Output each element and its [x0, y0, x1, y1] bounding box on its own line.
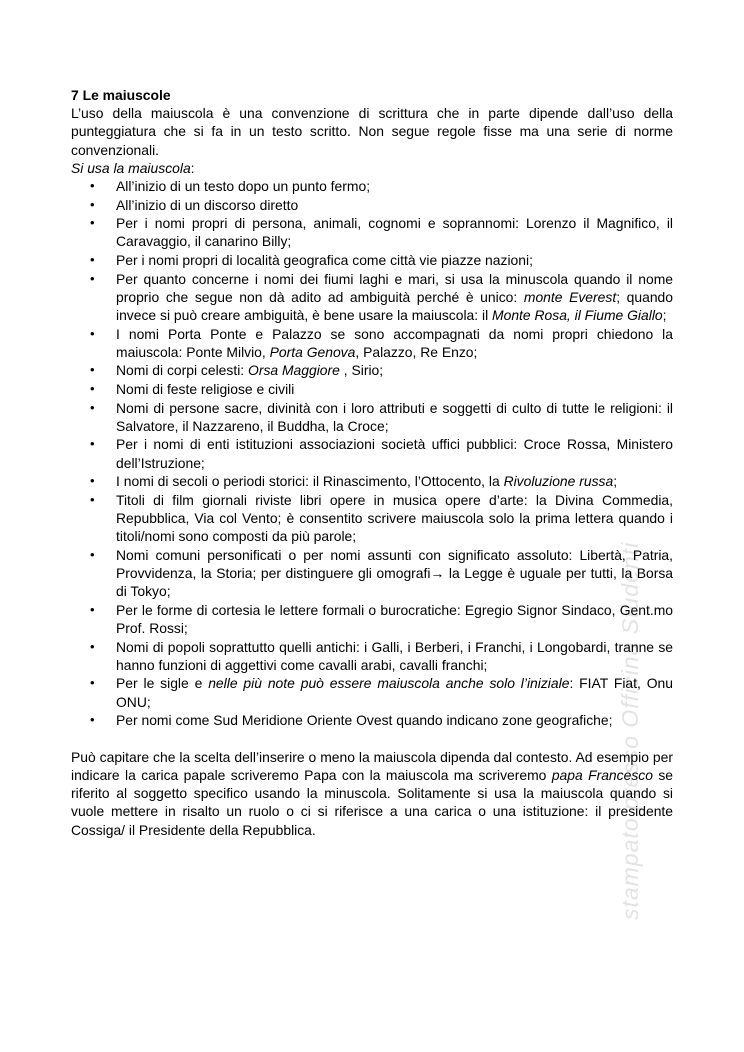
bullet-icon: • [90, 473, 95, 489]
paragraph-gap [71, 730, 673, 748]
list-item [71, 674, 673, 710]
intro-paragraph: L’uso della maiuscola è una convenzione di scrittura che in parte dipende dall’uso della punteggiatura che si fa in un testo scritto. Non segue regole fisse ma una serie di norme convenzionali. [71, 105, 673, 158]
list-item-text: Per i nomi propri di località geografica come città vie piazze nazioni; [116, 252, 533, 268]
list-item [71, 638, 673, 674]
bullet-icon: • [90, 380, 95, 396]
list-item [71, 399, 673, 435]
bullet-icon: • [90, 436, 95, 452]
list-item [71, 325, 673, 361]
list-item-text: Nomi di corpi celesti: [116, 362, 249, 379]
bullet-icon: • [90, 675, 95, 691]
list-item-italic: nelle più note può essere maiuscola anche solo l’iniziale [208, 675, 570, 692]
list-item-text: Titoli di film giornali riviste libri opere in musica opere d’arte: la Divina Commedia, Repubblica, Via col Vento; è consentito scrivere maiuscola solo la prima lettera quando i titoli/nomi sono composti da più parole; [116, 491, 673, 545]
closing-text: Può capitare che la scelta dell’inserire o meno la maiuscola dipenda dal contesto. Ad esempio per indicare la carica papale scriveremo Papa con la maiuscola ma scriveremo [71, 748, 673, 783]
list-heading-text: Si usa la maiuscola [71, 159, 191, 176]
list-item [71, 196, 673, 214]
list-heading-colon: : [190, 159, 195, 176]
list-item [71, 711, 673, 729]
list-item-text: Nomi di feste religiose e civili [116, 380, 295, 397]
bullet-icon: • [90, 399, 95, 415]
list-item [71, 177, 673, 195]
list-item [71, 214, 673, 250]
list-item-text: , Palazzo, Re Enzo; [355, 343, 478, 360]
list-item-text: : FIAT Fiat, Onu ONU; [116, 675, 673, 710]
list-item-text: Nomi di persone sacre, divinità con i loro attributi e soggetti di culto di tutte le religioni: il Salvatore, il Nazzareno, il Buddha, la Croce; [116, 399, 673, 434]
list-item [71, 601, 673, 637]
list-item [71, 435, 673, 471]
list-heading [71, 159, 673, 177]
bullet-icon: • [90, 712, 95, 728]
bullet-icon: • [90, 362, 95, 378]
list-item [71, 491, 673, 546]
list-item [71, 361, 673, 379]
closing-italic: papa Francesco [551, 766, 653, 783]
bullet-icon: • [90, 178, 95, 194]
list-item-text: All’inizio di un discorso diretto [116, 196, 299, 213]
bullet-icon: • [90, 270, 95, 286]
bullet-icon: • [90, 196, 95, 212]
list-item-text: I nomi di secoli o periodi storici: il Rinascimento, l’Ottocento, la [116, 473, 504, 490]
bullet-icon: • [90, 215, 95, 231]
bullet-icon: • [90, 638, 95, 654]
list-item [71, 472, 673, 490]
list-item-italic: monte Everest [523, 288, 617, 305]
list-item-text: Per le forme di cortesia le lettere formali o burocratiche: Egregio Signor Sindaco, Gent.mo Prof. Rossi; [116, 601, 673, 636]
section-title: 7 Le maiuscole [71, 87, 171, 103]
bullet-icon: • [90, 546, 95, 562]
list-item [71, 380, 673, 398]
bullet-icon: • [90, 252, 95, 267]
list-item-italic: Monte Rosa, il Fiume Giallo [492, 307, 663, 323]
list-item [71, 251, 673, 269]
list-item-text: ; [613, 473, 618, 490]
list-item-text: ; quando invece si può creare ambiguità, è bene usare la maiuscola: il [116, 288, 674, 323]
list-item-text: Nomi di popoli soprattutto quelli antichi: i Galli, i Berberi, i Franchi, i Longobardi, tranne se hanno funzioni di aggettivi come cavalli arabi, cavalli franchi; [116, 638, 673, 673]
list-item-italic: Porta Genova [269, 343, 356, 360]
list-item-text: All’inizio di un testo dopo un punto fermo; [116, 178, 371, 195]
list-item [71, 270, 673, 325]
list-item-text: , Sirio; [339, 362, 384, 379]
list-item-text: Per i nomi propri di persona, animali, cognomi e soprannomi: Lorenzo il Magnifico, il Caravaggio, il canarino Billy; [116, 215, 673, 250]
closing-text: se riferito al soggetto specifico usando la minuscola. Solitamente si usa la maiuscola quando si vuole mettere in risalto un ruolo o ci si riferisce a una carica o una istituzione: il presidente Cossiga/ il Presidente della Repubblica. [71, 766, 674, 838]
list-item-text: Per nomi come Sud Meridione Oriente Ovest quando indicano zone geografiche; [116, 712, 613, 729]
list-item-italic: Rivoluzione russa [503, 473, 614, 490]
list-item-text: Per i nomi di enti istituzioni associazioni società uffici pubblici: Croce Rossa, Ministero dell’Istruzione; [116, 436, 673, 471]
watermark: stampato presso Officina Studenti [617, 541, 643, 920]
rules-list [71, 177, 673, 729]
list-item-text: Per quanto concerne i nomi dei fiumi laghi e mari, si usa la minuscola quando il nome proprio che segue non dà adito ad ambiguità perché è unico: [116, 270, 673, 305]
list-item-text: Nomi comuni personificati o per nomi assunti con significato assoluto: Libertà, Patria, Provvidenza, la Storia; per distinguere gli omografi→ la Legge è uguale per tutti, la Borsa di Tokyo; [116, 546, 673, 600]
list-item-italic: Orsa Maggiore [248, 362, 340, 379]
document-page [71, 86, 673, 839]
list-item-text: I nomi Porta Ponte e Palazzo se sono accompagnati da nomi propri chiedono la maiuscola: Ponte Milvio, [116, 325, 673, 360]
list-item-text: ; [662, 307, 667, 323]
bullet-icon: • [90, 601, 95, 617]
closing-paragraph [71, 748, 673, 839]
list-item-text: Per le sigle e [116, 675, 209, 692]
list-item [71, 546, 673, 601]
bullet-icon: • [90, 325, 95, 341]
bullet-icon: • [90, 491, 95, 507]
